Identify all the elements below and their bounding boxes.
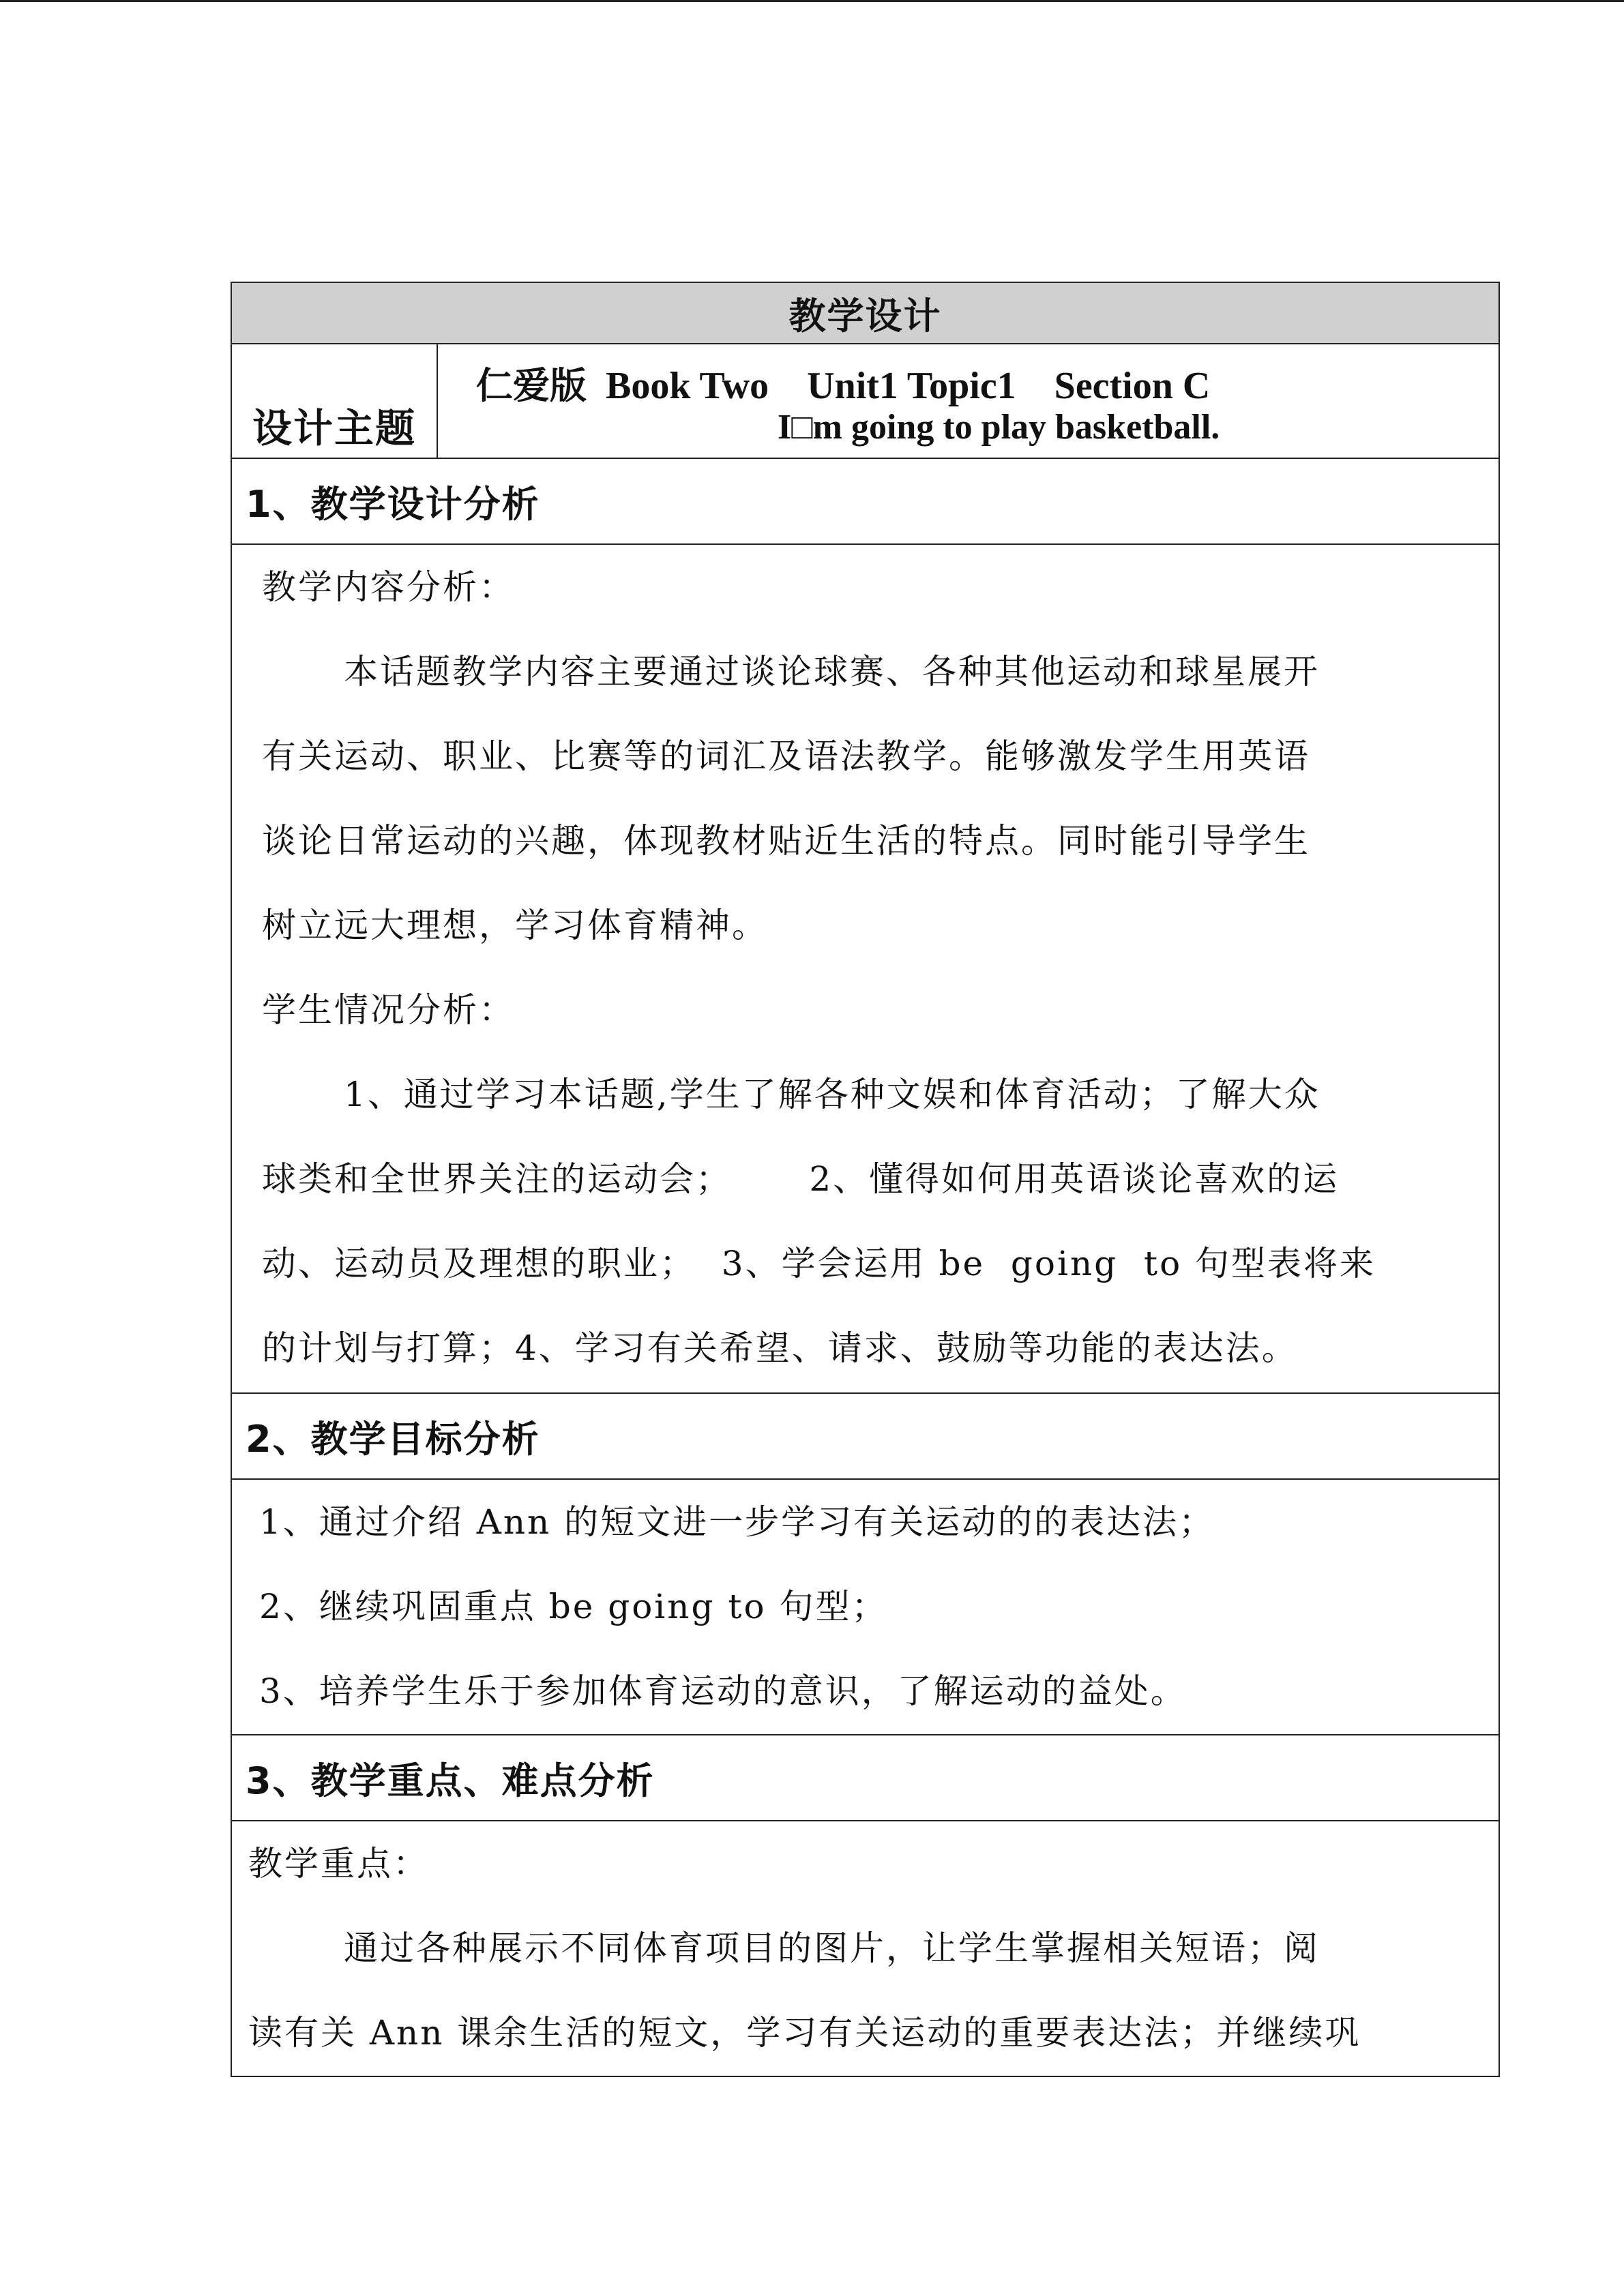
topic-title-line-2: I□m going to play basketball. — [778, 408, 1220, 447]
student-analysis-line: 球类和全世界关注的运动会； 2、懂得如何用英语谈论喜欢的运 — [262, 1159, 1340, 1199]
student-analysis-title: 学生情况分析： — [262, 990, 515, 1030]
content-analysis-line: 有关运动、职业、比赛等的词汇及语法教学。能够激发学生用英语 — [262, 736, 1310, 776]
section-heading-analysis: 1、教学设计分析 — [231, 458, 1499, 544]
goal-item: 3、培养学生乐于参加体育运动的意识，了解运动的益处。 — [259, 1671, 1187, 1711]
topic-label: 设计主题 — [252, 405, 417, 451]
topic-label-cell — [231, 344, 437, 458]
key-points-line: 读有关 Ann 课余生活的短文，学习有关运动的重要表达法；并继续巩 — [248, 2013, 1361, 2053]
content-analysis-line: 本话题教学内容主要通过谈论球赛、各种其他运动和球星展开 — [344, 652, 1320, 691]
key-points-line: 通过各种展示不同体育项目的图片，让学生掌握相关短语；阅 — [344, 1928, 1320, 1968]
lesson-plan-table — [231, 282, 1500, 2077]
content-analysis-title: 教学内容分析： — [262, 567, 515, 607]
goal-item: 1、通过介绍 Ann 的短文进一步学习有关运动的的表达法； — [259, 1502, 1215, 1542]
goals-body — [231, 1479, 1499, 1735]
key-points-title: 教学重点： — [248, 1844, 429, 1883]
content-analysis-line: 树立远大理想，学习体育精神。 — [262, 906, 768, 945]
key-points-body — [231, 1821, 1499, 2076]
table-header — [231, 282, 1499, 344]
topic-value-cell — [437, 344, 1499, 458]
student-analysis-line: 的计划与打算；4、学习有关希望、请求、鼓励等功能的表达法。 — [262, 1328, 1298, 1368]
top-border-line — [0, 0, 1624, 2]
goal-item: 2、继续巩固重点 be going to 句型； — [259, 1587, 888, 1626]
analysis-body — [231, 544, 1499, 1393]
topic-edition: 仁爱版 — [476, 364, 587, 407]
content-analysis-line: 谈论日常运动的兴趣，体现教材贴近生活的特点。同时能引导学生 — [262, 821, 1310, 861]
section-heading-goals: 2、教学目标分析 — [231, 1393, 1499, 1479]
section-heading-key-points: 3、教学重点、难点分析 — [231, 1735, 1499, 1821]
topic-unit: Book Two Unit1 Topic1 Section C — [587, 365, 1211, 407]
topic-title-line-1 — [476, 357, 1210, 409]
student-analysis-line: 动、运动员及理想的职业； 3、学会运用 be going to 句型表将来 — [262, 1244, 1376, 1283]
table-title: 教学设计 — [788, 294, 942, 338]
student-analysis-line: 1、通过学习本话题,学生了解各种文娱和体育活动；了解大众 — [344, 1075, 1320, 1114]
